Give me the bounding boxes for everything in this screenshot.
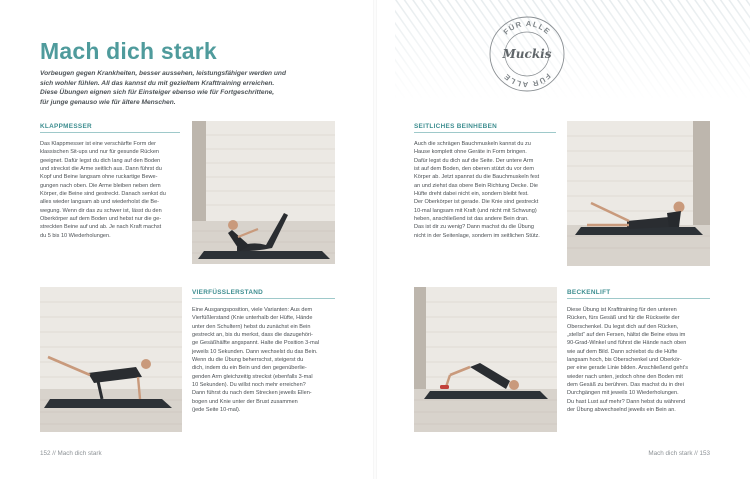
- section-heading-beckenlift: BECKENLIFT: [567, 289, 611, 296]
- text-line: du 5 bis 10 Wiederholungen.: [40, 232, 111, 239]
- page-number-right: Mach dich stark // 153: [648, 450, 710, 457]
- text-line: ist auf dem Boden, den oberen stützt du vor dem: [414, 166, 534, 173]
- text-line: Auch die schrägen Bauchmuskeln kannst du zu: [414, 141, 531, 147]
- text-line: 10 Sekunden). Du willst noch mehr erreichen?: [192, 382, 306, 389]
- text-line: „stellst“ auf den Fersen, hältst die Beine etwa im: [567, 332, 686, 339]
- text-line: Oberkörper auf dem Boden und hebst nur die ge-: [40, 216, 162, 223]
- text-line: klassischen Sit-ups und nur für gesunde Rücken: [40, 149, 160, 156]
- section-rule: [567, 298, 710, 299]
- text-line: wieder nach unten, jedoch ohne den Boden mit: [567, 373, 683, 380]
- intro-line: sich wohler fühlen. All das kannst du mit gezieltem Krafttraining erreichen.: [40, 79, 275, 87]
- text-line: Der Oberkörper ist gerade. Die Knie sind gestreckt: [414, 199, 539, 206]
- section-heading-vierfuesslerstand: VIERFÜSSLERSTAND: [192, 289, 264, 296]
- text-line: (jede Seite 10-mal).: [192, 407, 241, 414]
- text-line: Das Klappmesser ist eine verschärfte Form der: [40, 141, 156, 147]
- section-heading-seitliches-beinheben: SEITLICHES BEINHEBEN: [414, 123, 498, 130]
- text-line: Körper, die Beine sind gestreckt. Danach senkst du: [40, 191, 166, 198]
- section-text-seitliches-beinheben: [414, 140, 540, 240]
- text-line: Oberschenkel. Du legst dich auf den Rücken,: [567, 323, 679, 330]
- text-line: an und ziehst das obere Bein Richtung Decke. Die: [414, 182, 538, 189]
- text-line: ge Gesäßhälfte angspannt. Halte die Position 3-mal: [192, 340, 320, 347]
- text-line: Körper ab. Jetzt spannst du die Bauchmuskeln fest: [414, 174, 540, 181]
- intro-line: Diese Übungen eignen sich für Einsteiger ebenso wie für Fortgeschrittene,: [40, 89, 275, 97]
- section-text-vierfuesslerstand: [192, 306, 319, 414]
- text-line: dich, indem du ein Bein und den gegenüberlie-: [192, 365, 307, 372]
- text-line: Hause komplett ohne Geräte in Form bringen.: [414, 149, 527, 156]
- text-line: Dann führst du nach dem Strecken jeweils Ellen-: [192, 390, 312, 397]
- text-line: wegung. Wenn dir das zu schwer ist, lässt du den: [40, 207, 162, 214]
- text-line: gestreckt an, bis du merkst, dass die dazugehöri-: [192, 332, 313, 339]
- section-rule: [414, 132, 556, 133]
- text-line: Hüfte dreht dabei nicht ein, sondern bleibt fest.: [414, 191, 529, 198]
- text-line: geeignet. Dafür legst du dich lang auf den Boden: [40, 157, 161, 164]
- text-line: Eine Ausgangsposition, viele Varianten: Aus dem: [192, 307, 313, 313]
- intro-paragraph: [40, 69, 360, 107]
- text-line: Durchgängen mit jeweils 10 Wiederholungen.: [567, 390, 679, 397]
- stamp-ring-text: FÜR ALLE: [501, 71, 553, 90]
- page-title: Mach dich stark: [40, 38, 217, 64]
- text-line: und streckst die Arme seitlich aus. Dann führst du: [40, 166, 162, 173]
- section-rule: [40, 132, 180, 133]
- text-line: bogen und Knie unter der Brust zusammen: [192, 398, 298, 405]
- intro-line: Vorbeugen gegen Krankheiten, besser aussehen, leistungsfähiger werden und: [40, 70, 286, 77]
- text-line: 10-mal langsam mit Kraft (und nicht mit Schwung): [414, 207, 537, 214]
- text-line: per eine gerade Linie bilden. Anschließend geht's: [567, 365, 689, 372]
- section-rule: [192, 298, 335, 299]
- text-line: jeweils 10 Sekunden. Dann wechselst du das Bein.: [192, 348, 318, 355]
- text-line: gungen nach oben. Die Arme bleiben neben dem: [40, 182, 161, 189]
- decorative-stripes: [395, 0, 750, 100]
- text-line: nicht in der Seitenlage, sondern im seitlichen Stütz.: [414, 232, 540, 239]
- text-line: Dafür legst du dich auf die Seite. Der untere Arm: [414, 157, 534, 164]
- text-line: wie auf dem Bild. Dann schiebst du die Hüfte: [567, 348, 678, 355]
- text-line: Diese Übung ist Krafttraining für den unteren: [567, 307, 677, 313]
- text-line: heben, anschließend ist das andere Bein dran.: [414, 216, 529, 223]
- text-line: der Übung abwechselnd jeweils ein Bein an.: [567, 407, 676, 414]
- section-heading-klappmesser: KLAPPMESSER: [40, 123, 92, 130]
- text-line: Rücken, fürs Gesäß und für die Rückseite der: [567, 315, 680, 322]
- page-number-left: 152 // Mach dich stark: [40, 450, 102, 457]
- text-line: genden Arm gleichzeitig streckst (ebenfalls 3-mal: [192, 373, 313, 380]
- text-line: dem Gesäß zu berühren. Das machst du in drei: [567, 382, 684, 389]
- text-line: alles wieder langsam ab und wiederholst die Be-: [40, 199, 160, 206]
- photo-vierfuesslerstand: [40, 287, 182, 432]
- photo-seitliches-beinheben: [567, 121, 710, 266]
- text-line: langsam hoch, bis Oberschenkel und Oberkör-: [567, 357, 682, 364]
- text-line: Wenn du die Übung beherrschst, steigerst du: [192, 357, 304, 364]
- photo-beckenlift: [414, 287, 557, 432]
- text-line: 90-Grad-Winkel und führst die Hände nach oben: [567, 340, 687, 347]
- section-text-klappmesser: [40, 140, 166, 240]
- section-text-beckenlift: [567, 306, 688, 414]
- text-line: streckten Beine auf und ab. Je nach Kraft machst: [40, 224, 162, 231]
- text-line: unter den Schultern) hebst du zunächst ein Bein: [192, 323, 311, 330]
- text-line: Vierfüßlerstand (Knie unterhalb der Hüfte, Hände: [192, 315, 313, 322]
- stamp-center-text: Muckis: [502, 47, 552, 61]
- muckis-stamp: [487, 14, 567, 94]
- book-gutter: [373, 0, 377, 479]
- text-line: Du hast Lust auf mehr? Dann hebst du während: [567, 398, 686, 405]
- intro-line: für junge genauso wie für ältere Menschen.: [40, 98, 176, 106]
- stamp-ring-text: FÜR ALLE: [501, 18, 553, 37]
- text-line: Kopf und Beine langsam ohne ruckartige Bewe-: [40, 174, 158, 181]
- text-line: Das ist dir zu wenig? Dann machst du die Übung: [414, 224, 534, 231]
- photo-klappmesser: [192, 121, 335, 264]
